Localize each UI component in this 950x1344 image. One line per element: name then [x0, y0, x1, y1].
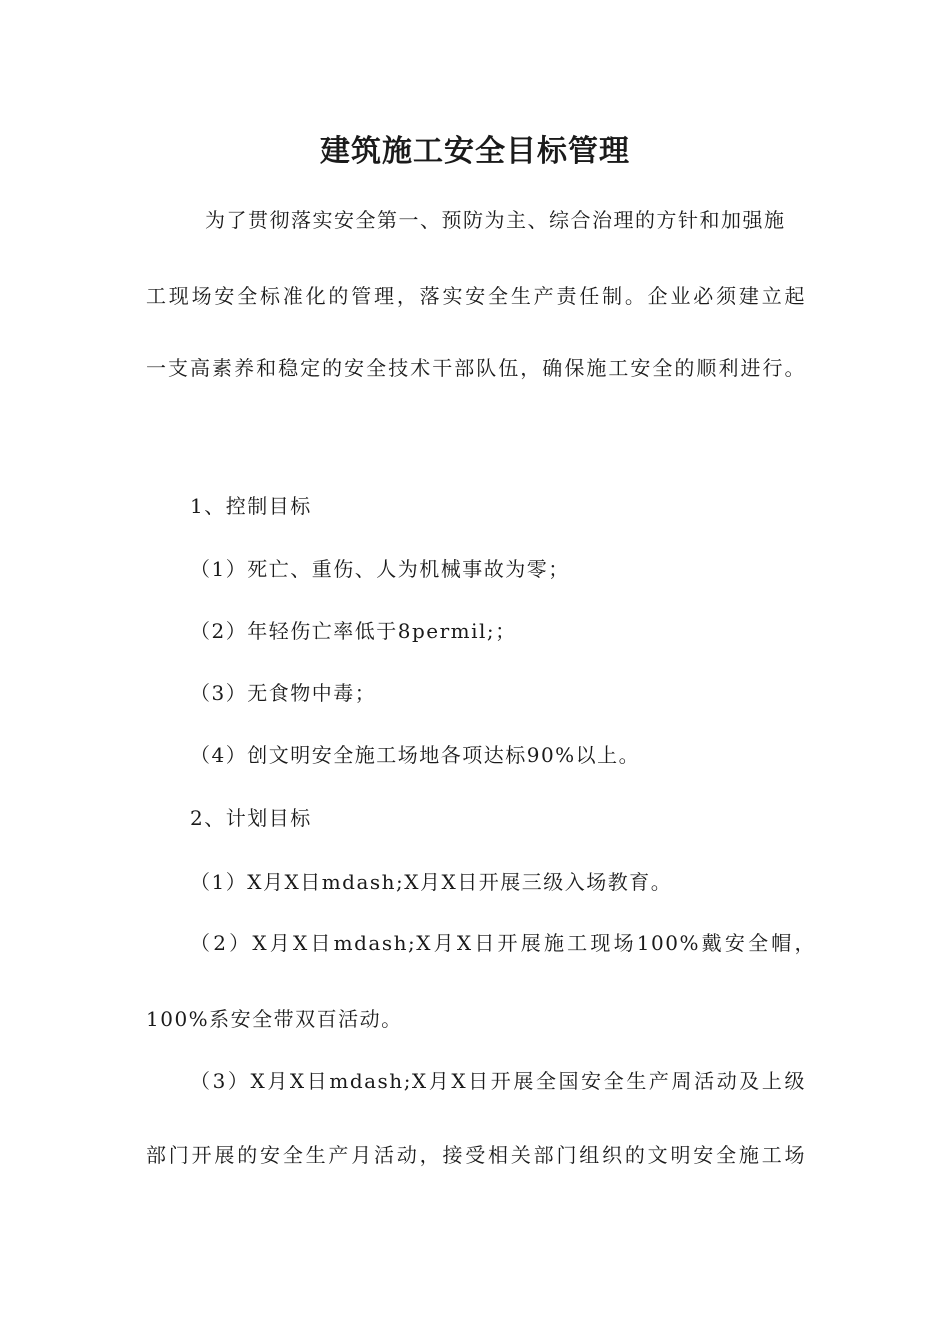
section2-item-1: （1）X月X日mdash;X月X日开展三级入场教育。 — [190, 870, 673, 894]
intro-line-1: 为了贯彻落实安全第一、预防为主、综合治理的方针和加强施 — [205, 208, 786, 232]
section2-item-3-line-1: （3）X月X日mdash;X月X日开展全国安全生产周活动及上级 — [190, 1069, 806, 1093]
section1-item-1: （1）死亡、重伤、人为机械事故为零； — [190, 557, 570, 581]
section2-item-3-line-2: 部门开展的安全生产月活动，接受相关部门组织的文明安全施工场 — [146, 1143, 806, 1167]
section1-heading: 1、控制目标 — [190, 494, 312, 518]
section1-item-2: （2）年轻伤亡率低于8permil;； — [190, 619, 517, 643]
intro-line-3: 一支高素养和稳定的安全技术干部队伍，确保施工安全的顺利进行。 — [146, 356, 806, 380]
intro-line-2: 工现场安全标准化的管理，落实安全生产责任制。企业必须建立起 — [146, 284, 806, 308]
section2-heading: 2、计划目标 — [190, 806, 312, 830]
section2-item-2-line-1: （2）X月X日mdash;X月X日开展施工现场100%戴安全帽， — [190, 931, 816, 955]
section1-item-4: （4）创文明安全施工场地各项达标90%以上。 — [190, 743, 641, 767]
document-title: 建筑施工安全目标管理 — [320, 134, 630, 169]
section2-item-2-line-2: 100%系安全带双百活动。 — [146, 1007, 403, 1031]
section1-item-3: （3）无食物中毒； — [190, 681, 377, 705]
